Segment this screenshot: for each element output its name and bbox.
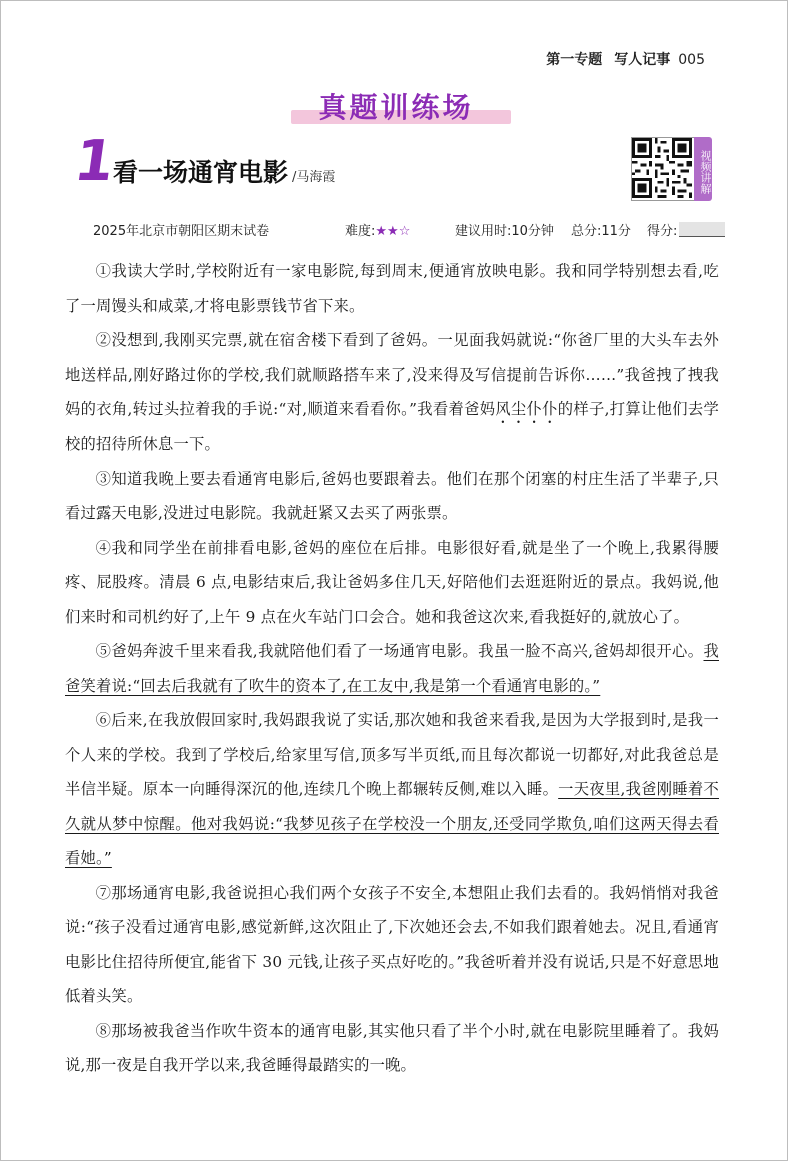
section-banner [271, 89, 521, 129]
banner-title: 真题训练场 [318, 91, 474, 124]
article-title [113, 153, 335, 189]
score-field[interactable] [647, 220, 725, 239]
score-blank[interactable] [679, 222, 725, 237]
paragraph-6 [65, 703, 719, 876]
exam-source: 2025年北京市朝阳区期末试卷 [93, 224, 270, 239]
paragraph-6-text: ⑥后来,在我放假回家时,我妈跟我说了实话,那次她和我爸来看我,是因为大学报到时,是我一个人来的学校。我到了学校后,给家里写信,顶多写半页纸,而且每次都说一切都好,对此我爸总是半信半疑。原本一向睡得深沉的他,连续几个晚上都辗转反侧,难以入睡。 [65, 711, 719, 798]
running-head [546, 49, 705, 69]
difficulty [345, 220, 410, 239]
suggested-time: 建议用时:10分钟 [455, 224, 554, 239]
difficulty-stars: ★★☆ [375, 224, 411, 239]
article-body [65, 254, 719, 1083]
paragraph-2-text-a: ②没想到,我刚买完票,就在宿舍楼下看到了爸妈。一见面我妈就说:“你爸厂里的大头车去外地送样品,刚好路过你的学校,我们就顺路搭车来了,没来得及写信提前告诉你……”我爸拽了拽我妈的衣角,转过头拉着我的手说:“对,顺道来看看你。”我看着爸妈 [65, 331, 719, 418]
section-label: 第一专题 [546, 52, 603, 68]
paragraph-1: ①我读大学时,学校附近有一家电影院,每到周末,便通宵放映电影。我和同学特别想去看,吃了一周馒头和咸菜,才将电影票钱节省下来。 [65, 262, 719, 315]
paragraph-3: ③知道我晚上要去看通宵电影后,爸妈也要跟着去。他们在那个闭塞的村庄生活了半辈子,只看过露天电影,没进过电影院。我就赶紧又去买了两张票。 [65, 469, 719, 522]
article-title-text: 看一场通宵电影 [113, 158, 289, 187]
topic-label: 写人记事 [614, 52, 671, 68]
emphasized-phrase: 风尘仆仆 [495, 400, 558, 418]
video-explain-tab[interactable]: 视频讲解 [694, 137, 712, 201]
paragraph-2-text-b: 的样子,打算让他们去学校的招待所休息一下。 [65, 400, 719, 453]
paragraph-5-text: ⑤爸妈奔波千里来看我,我就陪他们看了一场通宵电影。我虽一脸不高兴,爸妈却很开心。 [95, 642, 704, 660]
difficulty-label: 难度: [345, 224, 376, 239]
article-author: /马海霞 [292, 170, 336, 185]
exam-meta [93, 220, 713, 240]
paragraph-5 [65, 634, 719, 703]
score-label: 得分: [647, 224, 678, 239]
page-number: 005 [678, 52, 705, 68]
underlined-sentence-2: 一天夜里,我爸刚睡着不久就从梦中惊醒。他对我妈说:“我梦见孩子在学校没一个朋友,还受同学欺负,咱们这两天得去看看她。” [65, 780, 719, 867]
article-number: 1 [70, 129, 119, 194]
paragraph-4: ④我和同学坐在前排看电影,爸妈的座位在后排。电影很好看,就是坐了一个晚上,我累得腰疼、屁股疼。清晨 6 点,电影结束后,我让爸妈多住几天,好陪他们去逛逛附近的景点。我妈说,他们来时和司机约好了,上午 9 点在火车站门口会合。她和我爸这次来,看我挺好的,就放心了。 [65, 538, 719, 626]
paragraph-2 [65, 323, 719, 462]
underlined-sentence-1: 我爸笑着说:“回去后我就有了吹牛的资本了,在工友中,我是第一个看通宵电影的。” [65, 642, 719, 695]
qr-code-icon[interactable] [631, 137, 695, 201]
paragraph-8: ⑧那场被我爸当作吹牛资本的通宵电影,其实他只看了半个小时,就在电影院里睡着了。我妈说,那一夜是自我开学以来,我爸睡得最踏实的一晚。 [65, 1021, 719, 1074]
qr-code-graphic [632, 138, 692, 198]
paragraph-7: ⑦那场通宵电影,我爸说担心我们两个女孩子不安全,本想阻止我们去看的。我妈悄悄对我爸说:“孩子没看过通宵电影,感觉新鲜,这次阻止了,下次她还会去,不如我们跟着她去。况且,看通宵电影比住招待所便宜,能省下 30 元钱,让孩子买点好吃的。”我爸听着并没有说话,只是不好意思地低着头笑。 [65, 883, 719, 1005]
total-score: 总分:11分 [571, 224, 631, 239]
